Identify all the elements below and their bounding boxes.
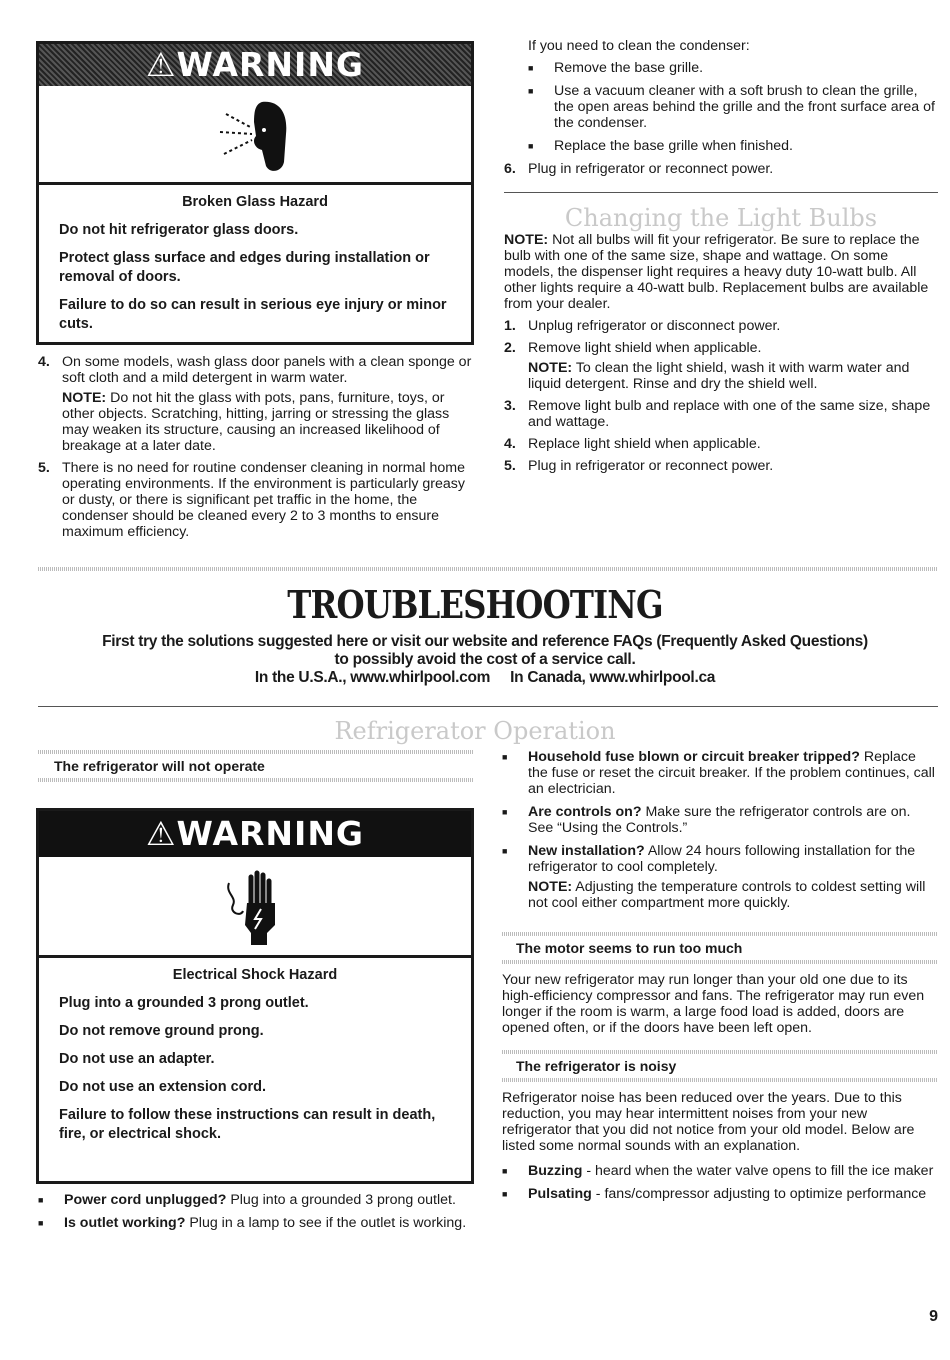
warning-header: ⚠WARNING: [39, 811, 471, 857]
list-item: 6. Plug in refrigerator or reconnect power.: [504, 161, 774, 177]
list-item: ■ Is outlet working? Plug in a lamp to see if the outlet is working.: [38, 1215, 467, 1231]
list-item: ■ Power cord unplugged? Plug into a grounded 3 prong outlet.: [38, 1192, 456, 1208]
list-item: ■ Replace the base grille when finished.: [528, 138, 793, 154]
right-bullets: [502, 749, 938, 918]
electrical-shock-warning-box: [36, 808, 474, 1184]
warning-line: Do not use an adapter.: [59, 1051, 215, 1067]
will-not-operate-section: [38, 750, 474, 782]
list-item: ■ Buzzing - heard when the water valve opens to fill the ice maker: [502, 1163, 934, 1179]
motor-text: Your new refrigerator may run longer than your old one due to its high-efficiency compressor and fans. The refrigerator may run even longer if the room is warm, a large food load is added, doors are opened often, or if the doors have been left open.: [502, 972, 925, 1036]
list-item: 1. Unplug refrigerator or disconnect power.: [504, 318, 781, 334]
list-item: 4. On some models, wash glass door panels with a clean sponge or soft cloth and a mild detergent in warm water. NOTE: Do not hit the glass with pots, pans, furniture, toys, or other objects. Scratching, hitting, jarring or stressing the glass may weaken its structure, causing an increased likelihood of breakage at a later date.: [38, 354, 472, 454]
noisy-section: [502, 1050, 938, 1209]
warning-line: Protect glass surface and edges during installation or removal of doors.: [59, 250, 430, 285]
list-item: ■ Remove the base grille.: [528, 60, 704, 76]
list-item: 5. There is no need for routine condenser cleaning in normal home operating environments. If the environment is particularly greasy or dusty, or there is significant pet traffic in the home, the condenser should be cleaned every 2 to 3 months to ensure maximum efficiency.: [38, 460, 466, 540]
broken-glass-face-icon: [39, 86, 471, 185]
condenser-intro: If you need to clean the condenser:: [528, 38, 750, 54]
warning-header: ⚠WARNING: [39, 44, 471, 86]
list-item: 3. Remove light bulb and replace with one of the same size, shape and wattage.: [504, 398, 931, 430]
hazard-title: Broken Glass Hazard: [182, 194, 328, 210]
section-title: Changing the Light Bulbs: [564, 204, 878, 232]
motor-section: [502, 932, 938, 1042]
condenser-section: [504, 38, 938, 183]
section-title: Refrigerator Operation: [334, 717, 616, 745]
divider: [38, 706, 938, 707]
hatch-divider: [38, 567, 938, 571]
list-item: ■ Are controls on? Make sure the refrigerator controls are on. See “Using the Controls.”: [502, 804, 911, 836]
troubleshooting-title: TROUBLESHOOTING: [287, 582, 663, 627]
left-bullets: [38, 1192, 474, 1238]
warning-line: Plug into a grounded 3 prong outlet.: [59, 995, 309, 1011]
warning-line: Do not remove ground prong.: [59, 1023, 264, 1039]
list-item: ■ New installation? Allow 24 hours following installation for the refrigerator to cool completely. NOTE: Adjusting the temperature controls to coldest setting will not cool either compartment more quickly.: [502, 843, 926, 911]
bulbs-note: NOTE: Not all bulbs will fit your refrigerator. Be sure to replace the bulb with one of the same size, shape and wattage. On some models, the dispenser light requires a heavy duty 10-watt bulb. All other lights require a 40-watt bulb. Replacement bulbs are available from your dealer.: [504, 232, 929, 312]
list-item: 5. Plug in refrigerator or reconnect power.: [504, 458, 774, 474]
subsection-title: The motor seems to run too much: [516, 940, 743, 956]
list-item: ■ Household fuse blown or circuit breaker tripped? Replace the fuse or reset the circuit breaker. If the problem continues, call an electrician.: [502, 749, 935, 797]
list-item: 2. Remove light shield when applicable. NOTE: To clean the light shield, wash it with warm water and liquid detergent. Rinse and dry the shield well.: [504, 340, 910, 392]
page-number: 9: [929, 1308, 938, 1325]
noisy-text: Refrigerator noise has been reduced over the years. Due to this reduction, you may hear intermittent noises from your new refrigerator that you did not notice from your old model. Below are listed some normal sounds with an explanation.: [502, 1090, 915, 1154]
list-item: ■ Use a vacuum cleaner with a soft brush to clean the grille, the open areas behind the grille and the front surface area of the condenser.: [528, 83, 935, 131]
left-steps: [38, 354, 472, 546]
subsection-title: The refrigerator is noisy: [516, 1058, 677, 1074]
warning-line: Failure to follow these instructions can result in death, fire, or electrical shock.: [59, 1107, 436, 1142]
broken-glass-warning-box: [36, 41, 474, 345]
subsection-title: The refrigerator will not operate: [54, 758, 265, 774]
hazard-title: Electrical Shock Hazard: [172, 967, 338, 983]
troubleshooting-intro: First try the solutions suggested here or visit our website and reference FAQs (Frequently Asked Questions) to possibly avoid the cost of a service call. In the U.S.A., www.whirlpool.com In Canada, www.whirlpool.ca: [102, 633, 868, 686]
divider: [504, 192, 938, 193]
list-item: 4. Replace light shield when applicable.: [504, 436, 761, 452]
warning-line: Failure to do so can result in serious eye injury or minor cuts.: [59, 297, 447, 332]
warning-line: Do not hit refrigerator glass doors.: [59, 222, 299, 238]
warning-line: Do not use an extension cord.: [59, 1079, 267, 1095]
electrical-shock-hand-icon: [39, 857, 471, 958]
list-item: ■ Pulsating - fans/compressor adjusting to optimize performance: [502, 1186, 927, 1202]
light-bulbs-section: [504, 204, 938, 480]
